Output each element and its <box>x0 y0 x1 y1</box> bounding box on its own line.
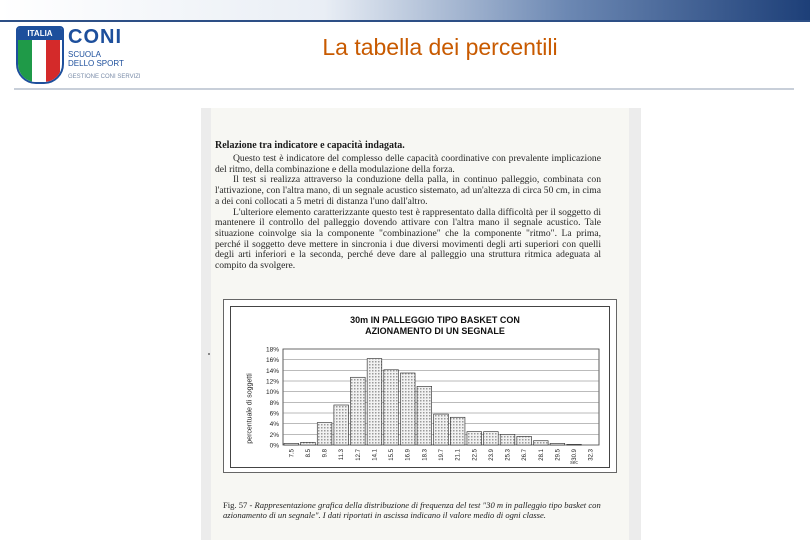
bar <box>533 441 548 445</box>
bar <box>500 434 515 445</box>
bar <box>567 444 582 445</box>
x-tick-label: 9.8 <box>322 449 329 458</box>
x-tick-label: 28.1 <box>538 449 545 461</box>
coni-logo <box>14 24 164 86</box>
bar <box>351 377 366 445</box>
figure-caption <box>223 500 615 520</box>
x-tick-label: 14.1 <box>372 449 379 461</box>
y-tick-label: 14% <box>265 367 279 375</box>
bar <box>384 370 399 445</box>
y-tick-label: 4% <box>269 421 279 429</box>
top-gradient-bar <box>0 0 810 20</box>
bar <box>417 386 432 445</box>
y-tick-label: 0% <box>269 442 279 450</box>
page-title: La tabella dei percentili <box>322 34 558 60</box>
bar <box>550 443 565 445</box>
bar <box>484 432 499 445</box>
italia-shield-icon <box>16 26 64 84</box>
logo-subtitle: SCUOLA DELLO SPORT <box>68 50 124 68</box>
body-text <box>215 154 601 272</box>
paragraph: L'ulteriore elemento caratterizzante questo test è rappresentato dalla difficoltà per il soggetto di mantenere il controllo del palleggio dovendo attivare con l'altra mano il segnale acustico. Tale situazione coinvolge sia la componente "combinazione" che la componente "ritmo". La prima, perché il soggetto deve mettere in sincronia i due diversi movimenti degli arti superiori con quelli degli arti inferiori e la seconda, perché deve dare al palleggio una struttura ritmica adeguata al compito da svolgere. <box>215 206 601 272</box>
bar <box>400 373 415 445</box>
bar <box>317 423 332 445</box>
bar <box>284 443 299 445</box>
paragraph: Questo test è indicatore del complesso delle capacità coordinative con prevalente implicazione del ritmo, della combinazione e della modulazione della forza. <box>215 153 601 175</box>
y-tick-label: 2% <box>269 431 279 439</box>
scanned-sheet <box>211 108 629 540</box>
frequency-chart <box>231 307 609 467</box>
x-tick-label: 19.7 <box>439 449 445 461</box>
scan-speck <box>208 353 210 355</box>
chart-y-label: percentuale di soggetti <box>246 373 254 444</box>
x-axis-label: sec <box>570 460 578 466</box>
x-tick-label: 18.3 <box>422 449 429 461</box>
y-tick-label: 8% <box>269 399 279 407</box>
x-tick-label: 30.9 <box>572 449 579 461</box>
x-tick-label: 8.5 <box>305 449 312 458</box>
logo-tagline: GESTIONE CONI SERVIZI <box>68 74 141 80</box>
x-tick-label: 23.9 <box>488 449 495 461</box>
y-tick-label: 10% <box>265 389 279 397</box>
figure-frame <box>230 306 610 468</box>
chart-title: 30m IN PALLEGGIO TIPO BASKET CON AZIONAMENTO DI UN SEGNALE <box>350 315 520 336</box>
x-tick-label: 15.5 <box>389 449 396 461</box>
x-tick-label: 29.5 <box>555 449 562 461</box>
top-rule <box>0 20 810 22</box>
flag-red <box>46 40 60 82</box>
x-tick-label: 7.5 <box>289 449 296 458</box>
bar <box>334 405 349 445</box>
x-tick-label: 16.9 <box>405 449 412 461</box>
logo-name: CONI <box>68 26 122 48</box>
header-divider <box>14 88 794 90</box>
x-tick-label: 22.5 <box>472 449 479 461</box>
caption-lead: Fig. 57 - <box>223 500 253 510</box>
figure-box <box>223 299 617 473</box>
bar <box>301 442 316 445</box>
x-tick-label: 11.3 <box>339 449 346 461</box>
bar <box>367 359 382 445</box>
logo-badge: ITALIA <box>18 28 62 40</box>
y-tick-label: 6% <box>269 410 279 418</box>
x-tick-label: 21.1 <box>455 449 462 461</box>
bar <box>517 436 532 445</box>
x-tick-label: 26.7 <box>522 449 529 461</box>
y-tick-label: 16% <box>265 357 279 365</box>
bar <box>467 432 482 445</box>
bar <box>434 414 449 445</box>
x-tick-label: 25.3 <box>505 449 512 461</box>
bar <box>450 417 465 445</box>
section-heading: Relazione tra indicatore e capacità indagata. <box>215 140 405 151</box>
flag-white <box>32 40 46 82</box>
paragraph: Il test si realizza attraverso la conduzione della palla, in continuo palleggio, combinata con l'attivazione, con l'altra mano, di un segnale acustico sistemato, ad un'altezza di circa 50 cm, in cima a dei coni collocati a 5 metri di distanza l'uno dall'altro. <box>215 174 601 207</box>
scanned-page <box>201 108 641 540</box>
flag-green <box>18 40 32 82</box>
y-tick-label: 12% <box>265 378 279 386</box>
x-tick-label: 12.7 <box>355 449 362 461</box>
y-tick-label: 18% <box>265 346 279 354</box>
x-tick-label: 32.3 <box>588 449 595 461</box>
caption-text: Rappresentazione grafica della distribuzione di frequenza del test "30 m in palleggio tipo basket con azionamento di un segnale". I dati riportati in ascissa indicano il valore medio di ogni classe. <box>223 500 601 520</box>
